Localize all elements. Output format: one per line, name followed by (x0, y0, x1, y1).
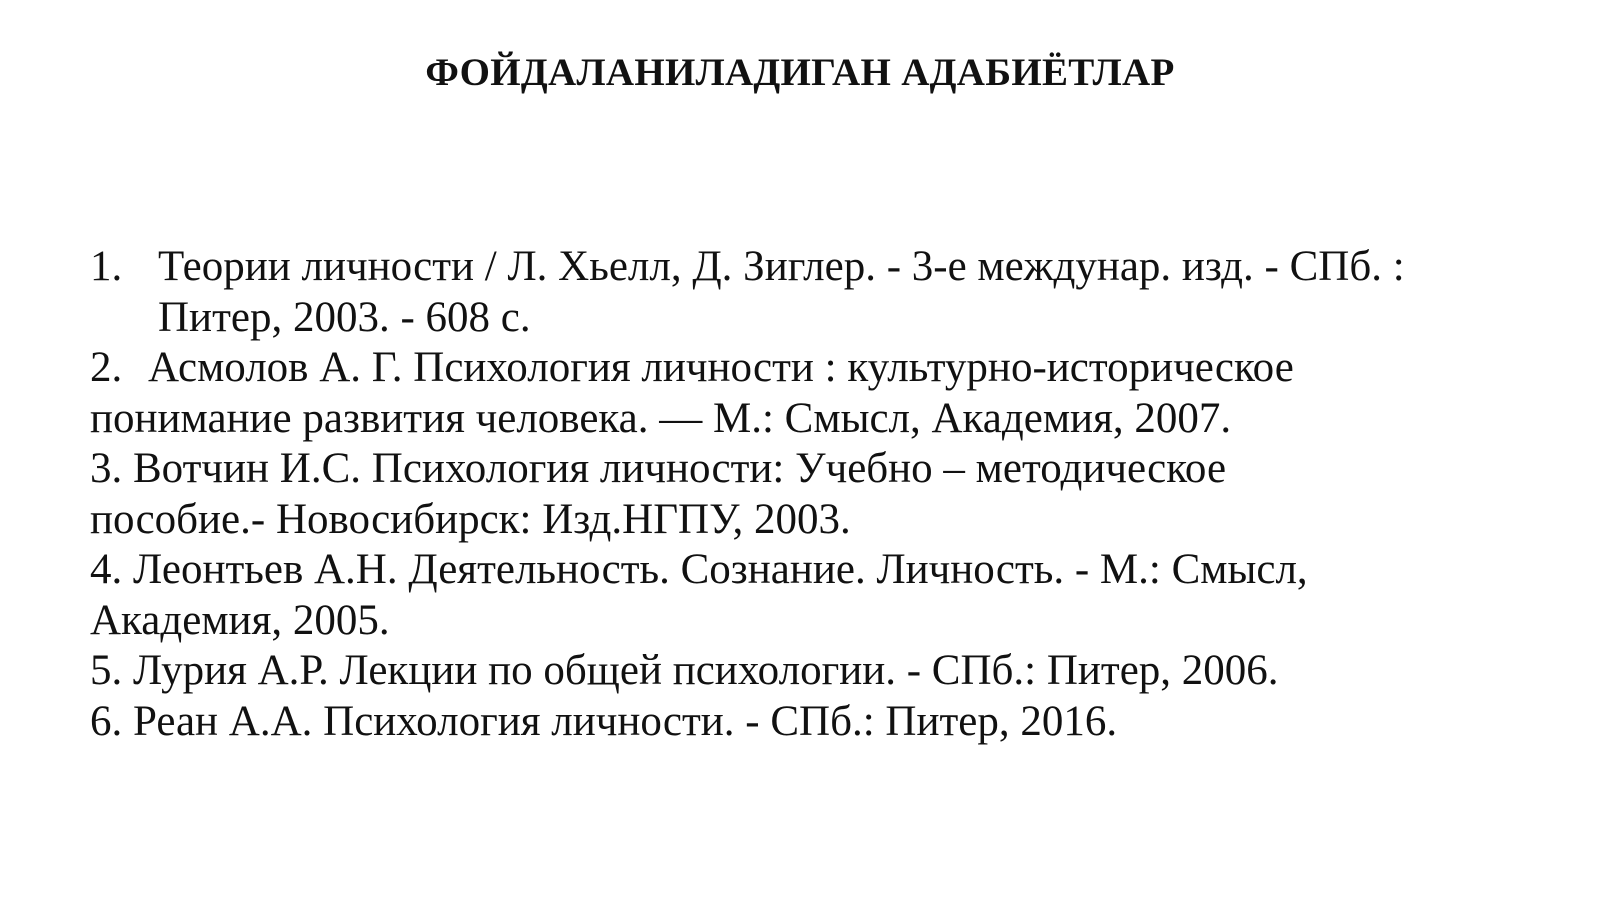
reference-number: 3. (90, 445, 123, 492)
reference-number: 6. (90, 697, 123, 745)
reference-number: 5. (90, 647, 123, 694)
reference-text-line: Академия, 2005. (90, 596, 390, 644)
reference-text-line: Леонтьев А.Н. Деятельность. Сознание. Личность. - М.: Смысл, (133, 546, 1308, 593)
reference-text-line: понимание развития человека. — М.: Смысл, Академия, 2007. (90, 394, 1232, 442)
reference-text-line: Питер, 2003. - 608 с. (158, 293, 531, 341)
page-title: ФОЙДАЛАНИЛАДИГАН АДАБИЁТЛАР (425, 51, 1175, 94)
reference-number: 1. (90, 243, 123, 290)
reference-text-line: Реан А.А. Психология личности. - СПб.: Питер, 2016. (133, 697, 1118, 745)
reference-text-line: Вотчин И.С. Психология личности: Учебно – методическое (133, 445, 1227, 492)
reference-text-line: Асмолов А. Г. Психология личности : культурно-историческое (148, 344, 1294, 391)
reference-list (90, 242, 1530, 747)
reference-item-2 (90, 343, 1530, 444)
reference-item-1 (90, 242, 1530, 343)
reference-text-line: пособие.- Новосибирск: Изд.НГПУ, 2003. (90, 495, 851, 543)
reference-number: 2. (90, 344, 123, 391)
reference-item-6 (90, 697, 1530, 748)
reference-item-4 (90, 545, 1530, 646)
reference-text-line: Лурия А.Р. Лекции по общей психологии. - СПб.: Питер, 2006. (133, 647, 1279, 694)
reference-item-5 (90, 646, 1530, 697)
reference-text-line: Теории личности / Л. Хьелл, Д. Зиглер. - 3-е междунар. изд. - СПб. : (158, 243, 1405, 290)
reference-item-3 (90, 444, 1530, 545)
reference-number: 4. (90, 546, 123, 593)
